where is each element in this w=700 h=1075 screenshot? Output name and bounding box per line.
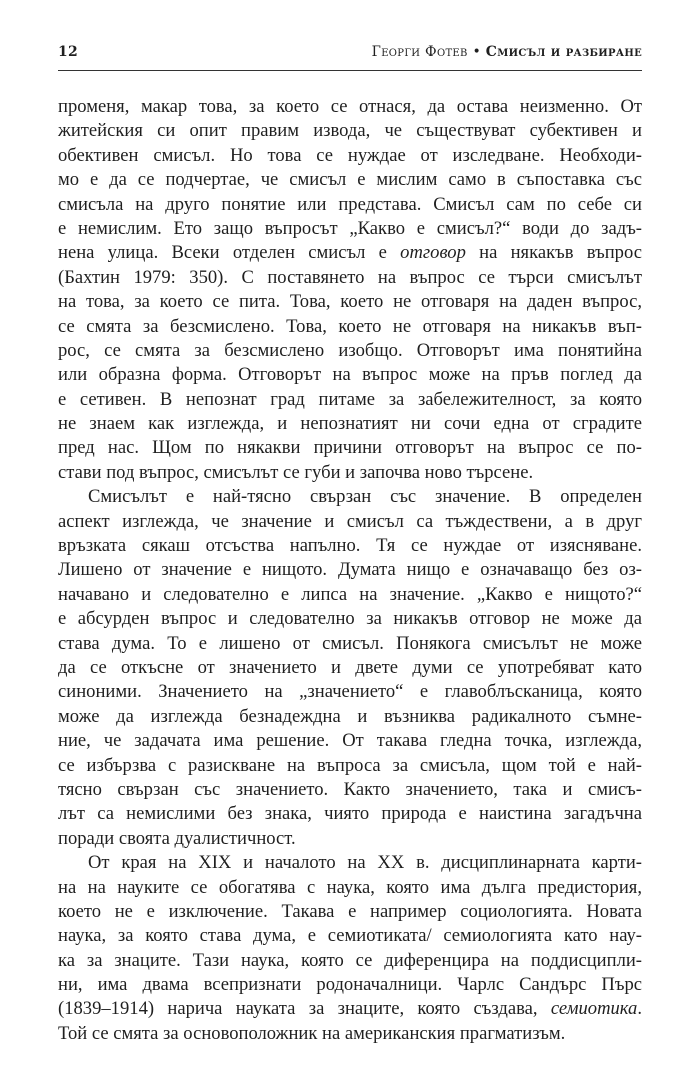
paragraph bbox=[58, 485, 642, 851]
text-line bbox=[58, 778, 642, 802]
text-segment: е немислим. Ето защо въпросът „Какво е смисъл?“ води до задъ- bbox=[58, 217, 642, 239]
text-line bbox=[58, 729, 642, 753]
text-segment: От края на XIX и началото на XX в. дисциплинарната карти- bbox=[88, 852, 642, 874]
italic-term: семиотика bbox=[550, 998, 638, 1020]
text-segment: мо е да се подчертае, че смисъл е мислим само в съпоставка със bbox=[58, 169, 642, 191]
text-line bbox=[58, 119, 642, 143]
text-segment: начавано и следователно е липса на значение. „Какво е нищото?“ bbox=[58, 583, 642, 605]
text-line bbox=[58, 241, 642, 265]
text-line bbox=[58, 583, 642, 607]
text-line bbox=[58, 632, 642, 656]
text-line bbox=[58, 754, 642, 778]
text-segment: е сетивен. В непознат град питаме за забележителност, за която bbox=[58, 388, 642, 410]
text-line bbox=[58, 217, 642, 241]
text-segment: или образна форма. Отговорът на въпрос може на пръв поглед да bbox=[58, 364, 642, 386]
text-line bbox=[58, 924, 642, 948]
text-segment: става дума. То е лишено от смисъл. Понякога смисълът не може bbox=[58, 632, 642, 654]
text-segment: Лишено от значение е нищото. Думата нищо е означаващо без оз- bbox=[58, 559, 642, 581]
text-line bbox=[58, 339, 642, 363]
text-line bbox=[58, 193, 642, 217]
text-line bbox=[58, 485, 642, 509]
text-line bbox=[58, 315, 642, 339]
text-segment: ка за знаците. Тази наука, която се диференцира на поддисципли- bbox=[58, 949, 642, 971]
text-line bbox=[58, 680, 642, 704]
text-line bbox=[58, 705, 642, 729]
text-segment: може да изглежда безнадеждна и възниква радикалното съмне- bbox=[58, 705, 642, 727]
text-segment: синоними. Значението на „значението“ е главоблъсканица, която bbox=[58, 681, 642, 703]
text-segment: връзката сякаш отсъства напълно. Тя се нуждае от изясняване. bbox=[58, 535, 642, 557]
text-segment: на някакъв въпрос bbox=[465, 242, 642, 264]
text-line bbox=[58, 144, 642, 168]
text-segment: да се откъсне от значението и двете думи се употребяват като bbox=[58, 656, 642, 678]
paragraph bbox=[58, 851, 642, 1046]
text-line bbox=[58, 168, 642, 192]
text-line bbox=[58, 607, 642, 631]
text-line bbox=[58, 266, 642, 290]
text-segment: поради своята дуалистичност. bbox=[58, 827, 296, 849]
text-line bbox=[58, 802, 642, 826]
header-author: Георги Фотев bbox=[371, 44, 468, 60]
text-segment: наука, за която става дума, е семиотиката/ семиологията като нау- bbox=[58, 925, 642, 947]
text-segment: ние, че задачата има решение. От такава гледна точка, изглежда, bbox=[58, 730, 642, 752]
header-right bbox=[372, 44, 642, 60]
page-number: 12 bbox=[58, 44, 79, 60]
text-line bbox=[58, 656, 642, 680]
text-line bbox=[58, 290, 642, 314]
header-separator: • bbox=[472, 44, 481, 60]
text-line bbox=[58, 827, 642, 851]
running-header bbox=[58, 44, 642, 66]
text-segment: (Бахтин 1979: 350). С поставянето на въпрос се търси смисълът bbox=[58, 266, 642, 288]
text-segment: обективен смисъл. Но това се нуждае от изследване. Необходи- bbox=[58, 144, 642, 166]
text-line bbox=[58, 461, 642, 485]
text-line bbox=[58, 412, 642, 436]
text-segment: . bbox=[637, 998, 642, 1020]
text-line bbox=[58, 388, 642, 412]
header-rule bbox=[58, 70, 642, 71]
text-line bbox=[58, 997, 642, 1021]
text-line bbox=[58, 95, 642, 119]
text-segment: стави под въпрос, смисълът се губи и започва ново търсене. bbox=[58, 461, 534, 483]
text-line bbox=[58, 363, 642, 387]
text-line bbox=[58, 510, 642, 534]
text-segment: се смята за безсмислено. Това, което не отговаря на никакъв въп- bbox=[58, 315, 642, 337]
text-segment: не знаем как изглежда, и непознатият ни сочи една от сградите bbox=[58, 413, 642, 435]
text-segment: рос, се смята за безсмислено изобщо. Отговорът има понятийна bbox=[58, 339, 642, 361]
paragraph bbox=[58, 95, 642, 485]
text-segment: е абсурден въпрос и следователно за никакъв отговор не може да bbox=[58, 608, 642, 630]
text-line bbox=[58, 851, 642, 875]
text-line bbox=[58, 900, 642, 924]
text-segment: Той се смята за основоположник на американския прагматизъм. bbox=[58, 1022, 566, 1044]
text-segment: се избързва с разискване на въпроса за смисъла, щом той е най- bbox=[58, 754, 642, 776]
text-segment: аспект изглежда, че значение и смисъл са тъждествени, а в друг bbox=[58, 510, 642, 532]
text-line bbox=[58, 876, 642, 900]
text-segment: пред нас. Щом по някакви причини отговорът на въпрос се по- bbox=[58, 437, 642, 459]
text-segment: което не е изключение. Такава е например социологията. Новата bbox=[58, 900, 642, 922]
text-segment: лът са немислими без знака, чиято природа е наистина загадъчна bbox=[58, 803, 642, 825]
text-segment: променя, макар това, за което се отнася, да остава неизменно. От bbox=[58, 96, 642, 117]
header-book-title: Смисъл и разбиране bbox=[485, 44, 642, 60]
text-line bbox=[58, 558, 642, 582]
text-segment: смисъла на друго понятие или представа. Смисъл сам по себе си bbox=[58, 193, 642, 215]
text-segment: житейския си опит правим извода, че съществуват субективен и bbox=[58, 120, 642, 142]
text-line bbox=[58, 436, 642, 460]
body-text bbox=[58, 95, 642, 1046]
text-segment: на това, за което се пита. Това, което не отговаря на даден въпрос, bbox=[58, 291, 642, 313]
text-segment: тясно свързан със значението. Както значението, така и смисъ- bbox=[58, 778, 642, 800]
text-line bbox=[58, 949, 642, 973]
text-line bbox=[58, 1022, 642, 1046]
text-segment: на на науките се обогатява с наука, която има дълга предистория, bbox=[58, 876, 642, 898]
text-segment: (1839–1914) нарича науката за знаците, която създава, bbox=[58, 998, 551, 1020]
text-segment: Смисълът е най-тясно свързан със значение. В определен bbox=[88, 486, 642, 508]
text-line bbox=[58, 534, 642, 558]
italic-term: отговор bbox=[400, 242, 466, 264]
text-segment: ни, има двама всепризнати родоначалници. Чарлс Сандърс Пърс bbox=[58, 974, 642, 996]
text-line bbox=[58, 973, 642, 997]
text-segment: нена улица. Всеки отделен смисъл е bbox=[58, 242, 401, 264]
